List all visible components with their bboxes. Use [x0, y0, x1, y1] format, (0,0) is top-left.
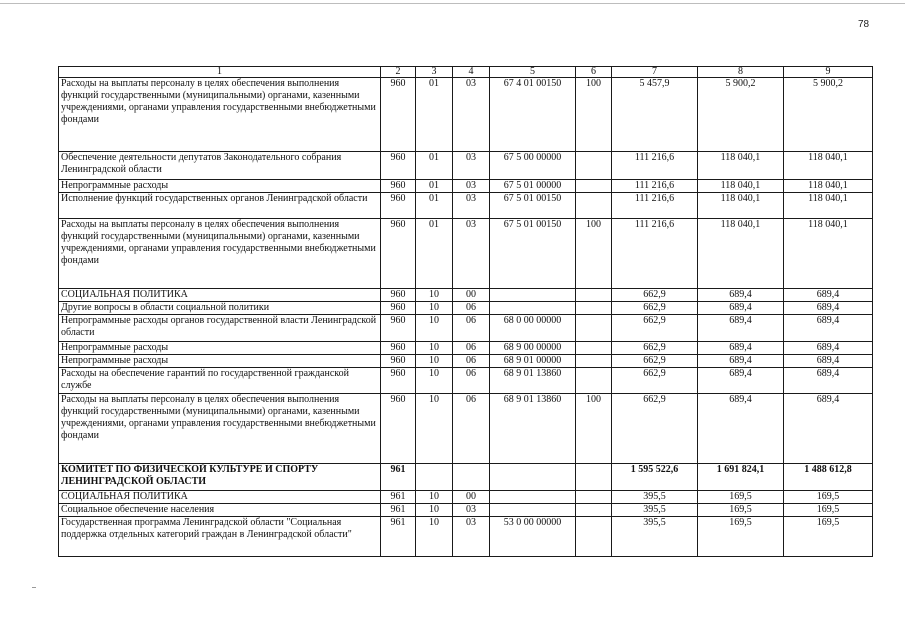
row-name-cell: Непрограммные расходы [59, 180, 381, 193]
row-vr-cell [576, 315, 612, 342]
table-row [59, 491, 873, 504]
row-value-cell: 689,4 [784, 355, 873, 368]
row-csr-cell [490, 504, 576, 517]
table-row [59, 342, 873, 355]
row-vr-cell [576, 152, 612, 180]
row-pr-cell: 03 [453, 504, 490, 517]
row-ved-cell: 961 [381, 517, 416, 557]
row-value-cell: 689,4 [698, 368, 784, 394]
row-csr-cell: 67 5 01 00150 [490, 193, 576, 219]
row-ved-cell: 960 [381, 193, 416, 219]
row-value-cell: 662,9 [612, 302, 698, 315]
row-csr-cell [490, 491, 576, 504]
row-value-cell: 689,4 [698, 394, 784, 464]
row-vr-cell [576, 504, 612, 517]
row-value-cell: 689,4 [698, 355, 784, 368]
table-row [59, 78, 873, 152]
row-name-cell: Другие вопросы в области социальной политики [59, 302, 381, 315]
row-ved-cell: 960 [381, 152, 416, 180]
row-name-cell: Расходы на выплаты персоналу в целях обеспечения выполнения функций государственными (муниципальными) органами, казенными учреждениями, органами управления государственными внебюджетными фондами [59, 394, 381, 464]
row-value-cell: 111 216,6 [612, 152, 698, 180]
row-value-cell: 5 457,9 [612, 78, 698, 152]
row-rz-cell: 01 [416, 78, 453, 152]
row-value-cell: 662,9 [612, 342, 698, 355]
row-value-cell: 689,4 [784, 302, 873, 315]
row-vr-cell [576, 180, 612, 193]
row-vr-cell [576, 302, 612, 315]
row-name-cell: Обеспечение деятельности депутатов Законодательного собрания Ленинградской области [59, 152, 381, 180]
row-name-cell: Непрограммные расходы [59, 342, 381, 355]
row-name-cell: Расходы на обеспечение гарантий по государственной гражданской службе [59, 368, 381, 394]
row-csr-cell [490, 302, 576, 315]
row-value-cell: 169,5 [698, 517, 784, 557]
row-ved-cell: 960 [381, 315, 416, 342]
row-value-cell: 395,5 [612, 504, 698, 517]
row-pr-cell: 06 [453, 368, 490, 394]
row-value-cell: 662,9 [612, 355, 698, 368]
row-value-cell: 689,4 [784, 368, 873, 394]
row-name-cell: Расходы на выплаты персоналу в целях обеспечения выполнения функций государственными (муниципальными) органами, казенными учреждениями, органами управления государственными внебюджетными фондами [59, 219, 381, 289]
row-name-cell: Государственная программа Ленинградской области "Социальная поддержка отдельных категорий граждан в Ленинградской области" [59, 517, 381, 557]
row-name-cell: Социальное обеспечение населения [59, 504, 381, 517]
row-vr-cell [576, 517, 612, 557]
table-row [59, 152, 873, 180]
row-value-cell: 169,5 [784, 491, 873, 504]
table-row [59, 394, 873, 464]
row-pr-cell: 06 [453, 355, 490, 368]
table-row [59, 355, 873, 368]
row-csr-cell: 67 4 01 00150 [490, 78, 576, 152]
row-value-cell: 118 040,1 [698, 180, 784, 193]
row-rz-cell: 10 [416, 394, 453, 464]
row-csr-cell: 67 5 01 00150 [490, 219, 576, 289]
row-value-cell: 689,4 [698, 289, 784, 302]
row-rz-cell: 10 [416, 517, 453, 557]
row-rz-cell [416, 464, 453, 491]
row-value-cell: 118 040,1 [784, 152, 873, 180]
row-csr-cell: 68 9 01 13860 [490, 368, 576, 394]
row-pr-cell: 00 [453, 491, 490, 504]
row-rz-cell: 01 [416, 193, 453, 219]
table-row [59, 180, 873, 193]
row-value-cell: 662,9 [612, 315, 698, 342]
row-pr-cell: 03 [453, 219, 490, 289]
page-number: 78 [858, 19, 870, 30]
header-cell: 8 [698, 67, 784, 78]
table-row [59, 464, 873, 491]
row-value-cell: 118 040,1 [698, 219, 784, 289]
row-name-cell: КОМИТЕТ ПО ФИЗИЧЕСКОЙ КУЛЬТУРЕ И СПОРТУ ЛЕНИНГРАДСКОЙ ОБЛАСТИ [59, 464, 381, 491]
row-name-cell: Непрограммные расходы органов государственной власти Ленинградской области [59, 315, 381, 342]
row-value-cell: 395,5 [612, 517, 698, 557]
row-ved-cell: 961 [381, 504, 416, 517]
row-rz-cell: 01 [416, 180, 453, 193]
row-vr-cell [576, 464, 612, 491]
margin-mark [32, 587, 36, 588]
row-value-cell: 169,5 [698, 504, 784, 517]
row-csr-cell [490, 289, 576, 302]
row-value-cell: 689,4 [784, 315, 873, 342]
row-rz-cell: 10 [416, 302, 453, 315]
table-row [59, 193, 873, 219]
row-value-cell: 1 691 824,1 [698, 464, 784, 491]
row-vr-cell [576, 193, 612, 219]
row-csr-cell: 68 9 00 00000 [490, 342, 576, 355]
row-value-cell: 5 900,2 [698, 78, 784, 152]
row-value-cell: 118 040,1 [784, 180, 873, 193]
header-cell: 5 [490, 67, 576, 78]
row-vr-cell: 100 [576, 78, 612, 152]
row-ved-cell: 960 [381, 355, 416, 368]
row-pr-cell: 03 [453, 180, 490, 193]
row-ved-cell: 960 [381, 368, 416, 394]
row-value-cell: 689,4 [784, 289, 873, 302]
row-ved-cell: 960 [381, 342, 416, 355]
row-rz-cell: 10 [416, 504, 453, 517]
table-row [59, 368, 873, 394]
row-pr-cell: 03 [453, 193, 490, 219]
row-pr-cell: 00 [453, 289, 490, 302]
row-value-cell: 662,9 [612, 289, 698, 302]
row-name-cell: Исполнение функций государственных органов Ленинградской области [59, 193, 381, 219]
row-value-cell: 169,5 [784, 504, 873, 517]
row-csr-cell: 68 9 01 00000 [490, 355, 576, 368]
row-value-cell: 689,4 [698, 342, 784, 355]
row-ved-cell: 961 [381, 491, 416, 504]
row-vr-cell: 100 [576, 219, 612, 289]
row-vr-cell: 100 [576, 394, 612, 464]
row-vr-cell [576, 342, 612, 355]
row-ved-cell: 960 [381, 394, 416, 464]
budget-table [58, 66, 873, 557]
row-rz-cell: 10 [416, 491, 453, 504]
row-ved-cell: 960 [381, 289, 416, 302]
header-cell: 1 [59, 67, 381, 78]
row-value-cell: 662,9 [612, 368, 698, 394]
row-pr-cell: 03 [453, 152, 490, 180]
row-ved-cell: 961 [381, 464, 416, 491]
row-value-cell: 169,5 [698, 491, 784, 504]
table-row [59, 302, 873, 315]
row-pr-cell [453, 464, 490, 491]
row-value-cell: 111 216,6 [612, 193, 698, 219]
row-value-cell: 118 040,1 [698, 152, 784, 180]
row-vr-cell [576, 368, 612, 394]
row-value-cell: 118 040,1 [784, 219, 873, 289]
row-rz-cell: 10 [416, 342, 453, 355]
row-csr-cell: 68 0 00 00000 [490, 315, 576, 342]
row-csr-cell: 68 9 01 13860 [490, 394, 576, 464]
row-ved-cell: 960 [381, 302, 416, 315]
header-cell: 7 [612, 67, 698, 78]
row-value-cell: 662,9 [612, 394, 698, 464]
row-rz-cell: 10 [416, 289, 453, 302]
row-value-cell: 5 900,2 [784, 78, 873, 152]
row-ved-cell: 960 [381, 219, 416, 289]
row-vr-cell [576, 289, 612, 302]
row-rz-cell: 10 [416, 368, 453, 394]
top-rule [0, 3, 905, 4]
row-rz-cell: 01 [416, 219, 453, 289]
row-csr-cell: 67 5 00 00000 [490, 152, 576, 180]
table-row [59, 289, 873, 302]
row-pr-cell: 06 [453, 302, 490, 315]
row-value-cell: 689,4 [698, 315, 784, 342]
header-cell: 6 [576, 67, 612, 78]
row-pr-cell: 06 [453, 342, 490, 355]
row-pr-cell: 06 [453, 394, 490, 464]
row-value-cell: 395,5 [612, 491, 698, 504]
row-vr-cell [576, 491, 612, 504]
row-name-cell: СОЦИАЛЬНАЯ ПОЛИТИКА [59, 491, 381, 504]
table-row [59, 517, 873, 557]
row-csr-cell [490, 464, 576, 491]
row-value-cell: 169,5 [784, 517, 873, 557]
row-name-cell: Непрограммные расходы [59, 355, 381, 368]
row-value-cell: 111 216,6 [612, 219, 698, 289]
header-row [59, 67, 873, 78]
row-pr-cell: 03 [453, 78, 490, 152]
row-value-cell: 1 488 612,8 [784, 464, 873, 491]
row-pr-cell: 06 [453, 315, 490, 342]
row-value-cell: 118 040,1 [784, 193, 873, 219]
table-row [59, 219, 873, 289]
header-cell: 9 [784, 67, 873, 78]
row-value-cell: 689,4 [784, 394, 873, 464]
row-rz-cell: 10 [416, 315, 453, 342]
row-name-cell: Расходы на выплаты персоналу в целях обеспечения выполнения функций государственными (муниципальными) органами, казенными учреждениями, органами управления государственными внебюджетными фондами [59, 78, 381, 152]
row-value-cell: 111 216,6 [612, 180, 698, 193]
header-cell: 4 [453, 67, 490, 78]
table-row [59, 315, 873, 342]
row-pr-cell: 03 [453, 517, 490, 557]
row-rz-cell: 10 [416, 355, 453, 368]
row-name-cell: СОЦИАЛЬНАЯ ПОЛИТИКА [59, 289, 381, 302]
row-csr-cell: 53 0 00 00000 [490, 517, 576, 557]
row-csr-cell: 67 5 01 00000 [490, 180, 576, 193]
row-value-cell: 689,4 [698, 302, 784, 315]
row-value-cell: 689,4 [784, 342, 873, 355]
table-row [59, 504, 873, 517]
row-value-cell: 1 595 522,6 [612, 464, 698, 491]
row-value-cell: 118 040,1 [698, 193, 784, 219]
header-cell: 3 [416, 67, 453, 78]
row-rz-cell: 01 [416, 152, 453, 180]
row-vr-cell [576, 355, 612, 368]
row-ved-cell: 960 [381, 180, 416, 193]
row-ved-cell: 960 [381, 78, 416, 152]
header-cell: 2 [381, 67, 416, 78]
